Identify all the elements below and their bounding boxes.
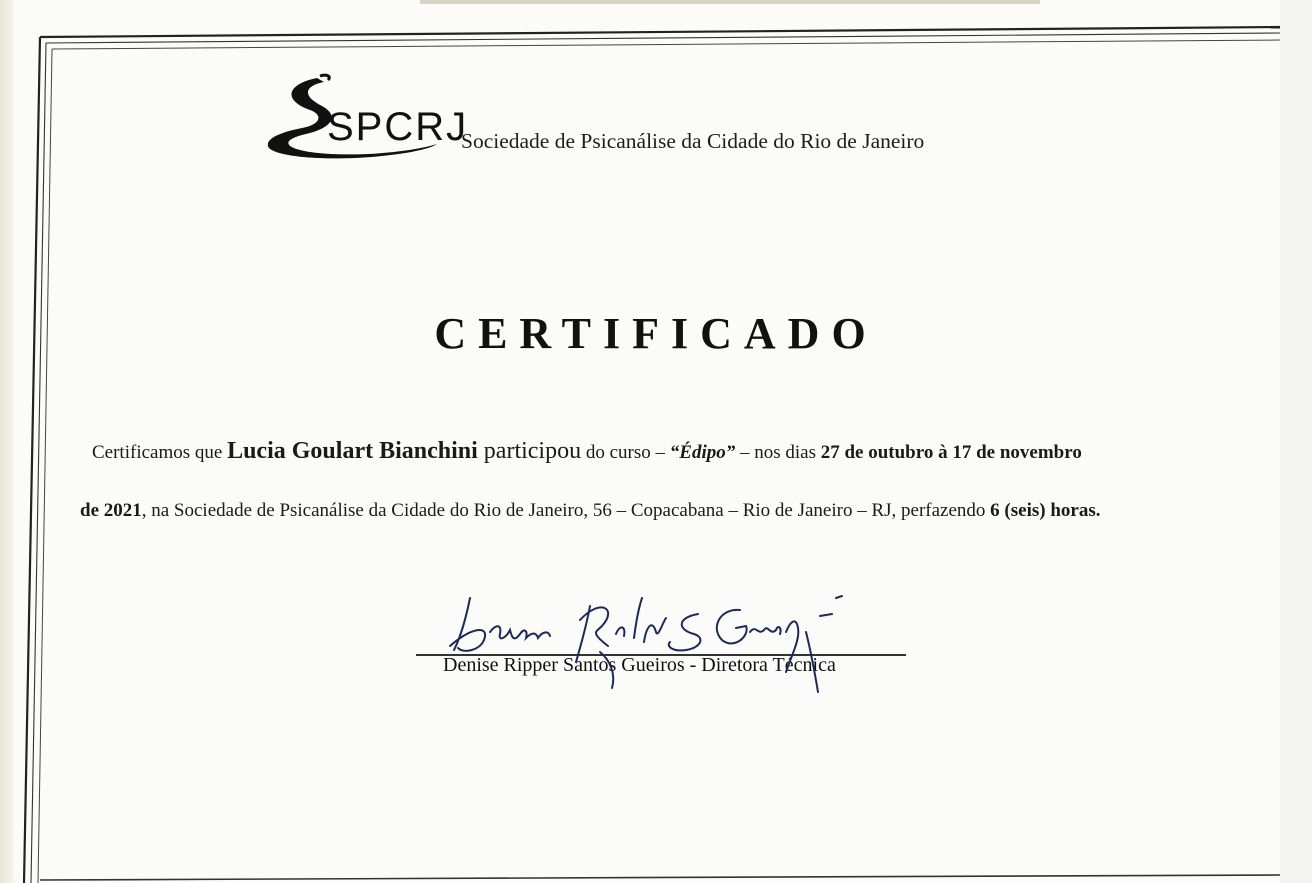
course-location: , na Sociedade de Psicanálise da Cidade do Rio de Janeiro, 56 – Copacabana – Rio de Janeiro – RJ, perfazendo: [141, 500, 991, 521]
handwritten-signature: [440, 588, 880, 698]
intro-text: Certificamos que: [92, 442, 228, 463]
course-year: de 2021: [80, 500, 142, 521]
course-prefix: do curso –: [581, 442, 670, 463]
course-name: “Édipo”: [669, 442, 736, 463]
course-hours: 6 (seis) horas.: [990, 500, 1101, 521]
svg-text:SPCRJ: SPCRJ: [327, 105, 469, 149]
certificate-title: CERTIFICADO: [434, 309, 878, 358]
organization-name: Sociedade de Psicanálise da Cidade do Rio de Janeiro: [461, 129, 925, 153]
course-dates: 27 de outubro à 17 de novembro: [820, 442, 1082, 463]
participation-verb: participou: [477, 438, 582, 464]
spcrj-logo: [262, 70, 469, 170]
certificate-text-line-2: [80, 500, 1100, 522]
participant-name: Lucia Goulart Bianchini: [227, 438, 478, 464]
certificate-text-line-1: [92, 438, 1082, 465]
dates-prefix: – nos dias: [735, 442, 821, 463]
signatory-caption: Denise Ripper Santos Gueiros - Diretora Técnica: [443, 654, 836, 676]
